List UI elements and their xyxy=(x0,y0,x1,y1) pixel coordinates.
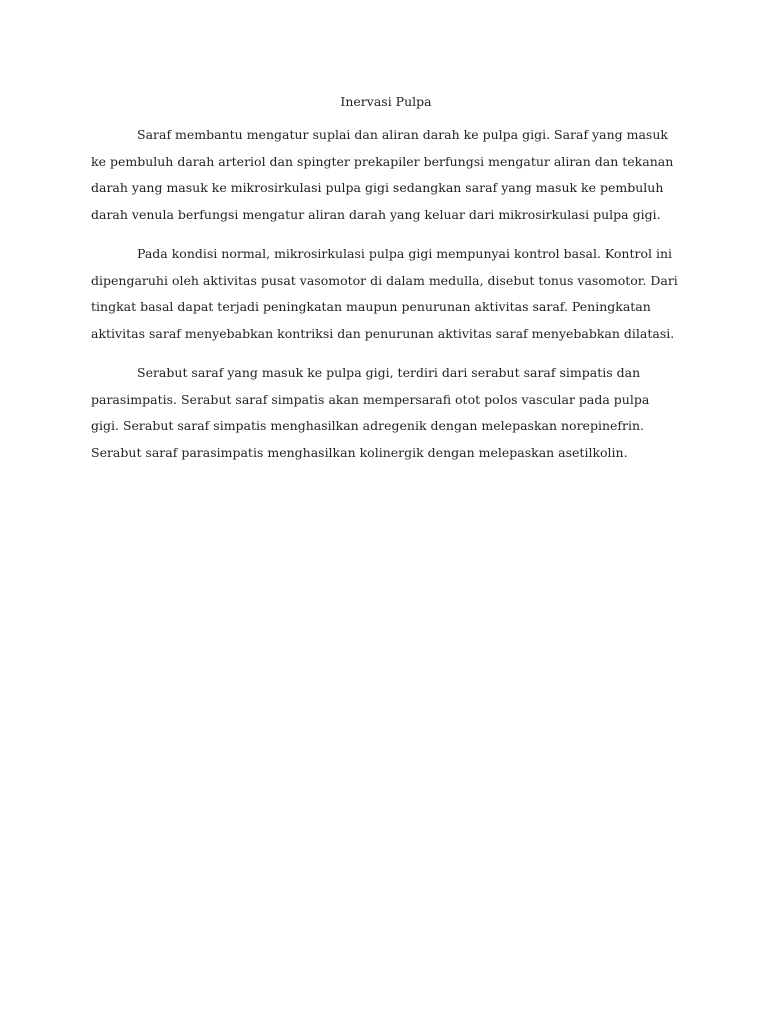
paragraph-1: Saraf membantu mengatur suplai dan aliran darah ke pulpa gigi. Saraf yang masuk ke pembuluh darah arteriol dan spingter prekapiler berfungsi mengatur aliran dan tekanan darah yang masuk ke mikrosirkulasi pulpa gigi sedangkan saraf yang masuk ke pembuluh darah venula berfungsi mengatur aliran darah yang keluar dari mikrosirkulasi pulpa gigi. xyxy=(91,127,674,222)
document-title: Inervasi Pulpa xyxy=(340,94,432,109)
paragraph-3: Serabut saraf yang masuk ke pulpa gigi, terdiri dari serabut saraf simpatis dan parasimpatis. Serabut saraf simpatis akan mempersarafi otot polos vascular pada pulpa gigi. Serabut saraf simpatis menghasilkan adregenik dengan melepaskan norepinefrin. Serabut saraf parasimpatis menghasilkan kolinergik dengan melepaskan asetilkolin. xyxy=(91,365,650,460)
document-body xyxy=(91,92,681,479)
paragraph-2: Pada kondisi normal, mikrosirkulasi pulpa gigi mempunyai kontrol basal. Kontrol ini dipengaruhi oleh aktivitas pusat vasomotor di dalam medulla, disebut tonus vasomotor. Dari tingkat basal dapat terjadi peningkatan maupun penurunan aktivitas saraf. Peningkatan aktivitas saraf menyebabkan kontriksi dan penurunan aktivitas saraf menyebabkan dilatasi. xyxy=(91,246,678,341)
